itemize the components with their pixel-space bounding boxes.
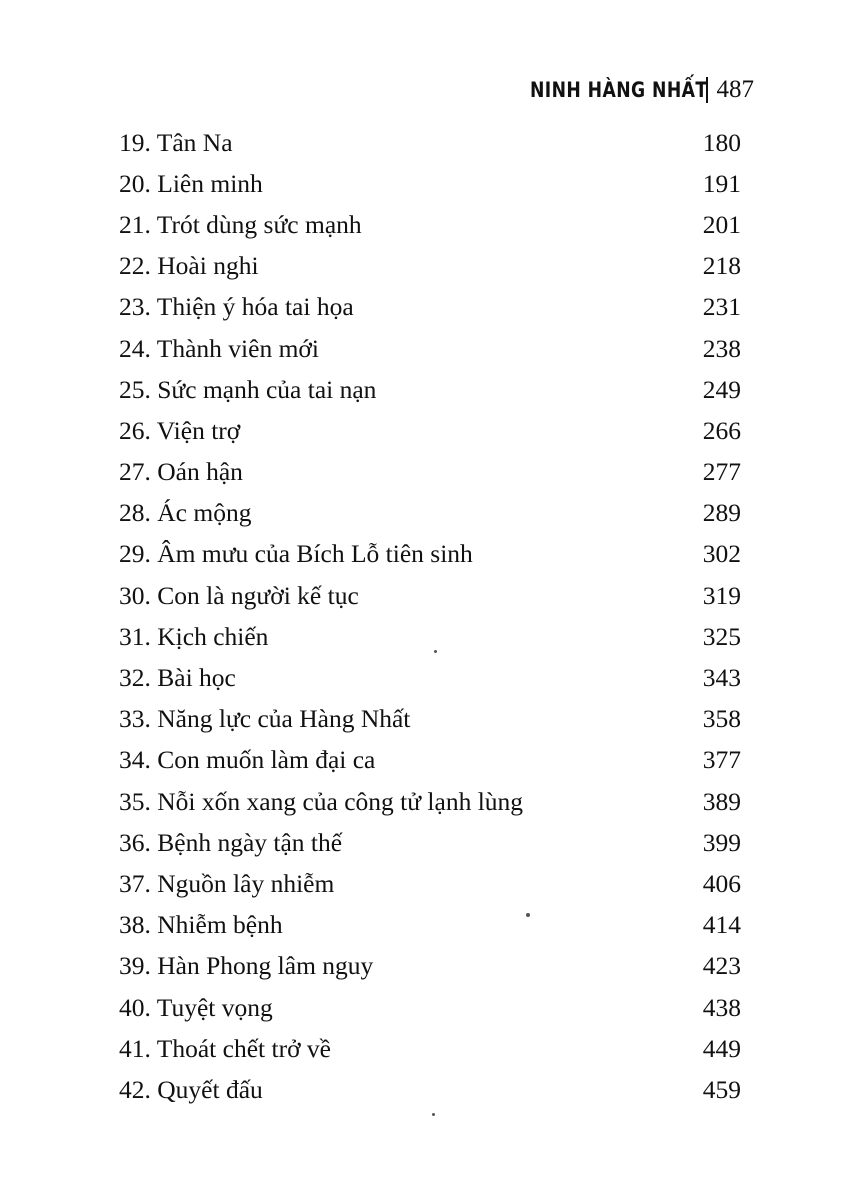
toc-entry: [119, 781, 741, 822]
toc-entry-page: 459: [702, 1074, 741, 1104]
table-of-contents: [119, 122, 741, 1111]
toc-entry-page: 423: [702, 951, 741, 981]
toc-entry-title: 26. Viện trợ: [119, 415, 241, 445]
toc-entry-title: 27. Oán hận: [119, 457, 243, 487]
toc-entry-title: 38. Nhiễm bệnh: [119, 910, 283, 940]
toc-entry-title: 35. Nỗi xốn xang của công tử lạnh lùng: [119, 786, 524, 816]
toc-entry-page: 289: [702, 498, 741, 528]
book-title: NINH HÀNG NHẤT: [530, 78, 708, 102]
running-header: [491, 76, 754, 104]
toc-entry-title: 25. Sức mạnh của tai nạn: [119, 374, 377, 404]
toc-entry: [119, 246, 741, 287]
toc-entry-title: 32. Bài học: [119, 663, 236, 693]
toc-entry-page: 218: [702, 251, 741, 281]
page-number: 487: [716, 76, 754, 103]
toc-entry: [119, 1069, 741, 1110]
toc-entry-page: 414: [702, 910, 741, 940]
toc-entry-page: 438: [702, 992, 741, 1022]
toc-entry-title: 39. Hàn Phong lâm nguy: [119, 951, 374, 981]
toc-entry-title: 30. Con là người kế tục: [119, 580, 359, 610]
toc-entry-page: 201: [702, 209, 741, 239]
toc-entry-page: 231: [702, 292, 741, 322]
toc-entry-title: 36. Bệnh ngày tận thế: [119, 827, 343, 857]
toc-entry-page: 319: [702, 580, 741, 610]
toc-entry-title: 42. Quyết đấu: [119, 1074, 263, 1104]
toc-entry: [119, 946, 741, 987]
toc-entry-title: 28. Ác mộng: [119, 498, 252, 528]
toc-entry-title: 33. Năng lực của Hàng Nhất: [119, 704, 411, 734]
toc-entry-page: 389: [702, 786, 741, 816]
toc-entry-page: 302: [702, 539, 741, 569]
toc-entry: [119, 616, 741, 657]
toc-entry-page: 377: [702, 745, 741, 775]
toc-entry-page: 277: [702, 457, 741, 487]
toc-entry: [119, 369, 741, 410]
toc-entry: [119, 987, 741, 1028]
print-speck: [432, 1113, 435, 1116]
toc-entry-title: 41. Thoát chết trở về: [119, 1033, 331, 1063]
toc-entry-page: 191: [702, 168, 741, 198]
toc-entry: [119, 863, 741, 904]
print-speck: [526, 913, 530, 917]
toc-entry: [119, 699, 741, 740]
toc-entry: [119, 287, 741, 328]
toc-entry: [119, 410, 741, 451]
toc-entry-page: 406: [702, 868, 741, 898]
toc-entry: [119, 204, 741, 245]
toc-entry-title: 20. Liên minh: [119, 168, 263, 198]
toc-entry-title: 37. Nguồn lây nhiễm: [119, 868, 335, 898]
toc-entry: [119, 163, 741, 204]
toc-entry-page: 249: [702, 374, 741, 404]
toc-entry-title: 40. Tuyệt vọng: [119, 992, 273, 1022]
toc-entry: [119, 1028, 741, 1069]
toc-entry-page: 325: [702, 621, 741, 651]
toc-entry: [119, 493, 741, 534]
toc-entry-title: 29. Âm mưu của Bích Lỗ tiên sinh: [119, 539, 473, 569]
toc-entry-title: 22. Hoài nghi: [119, 251, 259, 281]
toc-entry-title: 23. Thiện ý hóa tai họa: [119, 292, 354, 322]
toc-entry-title: 31. Kịch chiến: [119, 621, 269, 651]
toc-entry: [119, 575, 741, 616]
toc-entry-page: 449: [702, 1033, 741, 1063]
toc-entry: [119, 657, 741, 698]
toc-entry: [119, 122, 741, 163]
toc-entry-page: 266: [702, 415, 741, 445]
toc-entry-page: 399: [702, 827, 741, 857]
toc-entry: [119, 822, 741, 863]
toc-entry: [119, 534, 741, 575]
toc-entry: [119, 740, 741, 781]
toc-entry: [119, 328, 741, 369]
toc-entry-title: 19. Tân Na: [119, 127, 233, 157]
toc-entry-title: 21. Trót dùng sức mạnh: [119, 209, 362, 239]
toc-entry-page: 343: [702, 663, 741, 693]
toc-entry-page: 180: [702, 127, 741, 157]
toc-entry-page: 238: [702, 333, 741, 363]
print-speck: [434, 650, 437, 653]
toc-entry: [119, 905, 741, 946]
toc-entry-page: 358: [702, 704, 741, 734]
toc-entry-title: 24. Thành viên mới: [119, 333, 319, 363]
toc-entry: [119, 452, 741, 493]
toc-entry-title: 34. Con muốn làm đại ca: [119, 745, 376, 775]
